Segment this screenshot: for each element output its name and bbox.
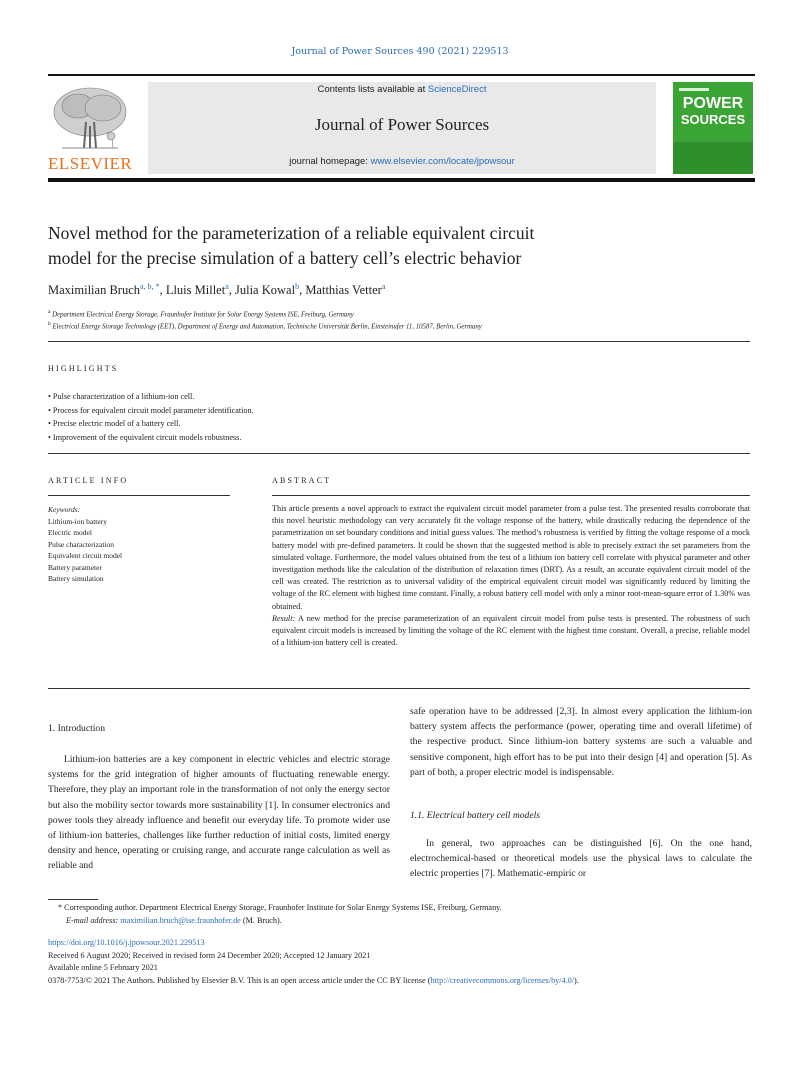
highlight-item: • Pulse characterization of a lithium-ion cell. — [48, 392, 195, 401]
highlight-item: • Improvement of the equivalent circuit models robustness. — [48, 432, 242, 442]
license-prefix: 0378-7753/© 2021 The Authors. Published by Elsevier B.V. This is an open access article under the CC BY license ( — [48, 975, 431, 985]
body-column-left — [48, 752, 390, 874]
license-line — [48, 975, 768, 988]
license-link[interactable]: http://creativecommons.org/licenses/by/4.0/ — [430, 975, 575, 985]
header-bottom-rule — [48, 178, 755, 182]
keywords-label: Keywords: — [48, 505, 81, 514]
paragraph: In general, two approaches can be distinguished [6]. On the one hand, electrochemical-based or theoretical models use the physical laws to calculate the electric properties [7]. Mathematic-empiric or — [410, 838, 752, 880]
abstract-result — [272, 613, 750, 650]
email-link[interactable]: maximilian.bruch@ise.fraunhofer.de — [120, 915, 241, 925]
affiliation — [48, 309, 748, 318]
author-affiliation-mark[interactable]: a, b, * — [140, 282, 160, 291]
highlight-item: • Process for equivalent circuit model parameter identification. — [48, 405, 254, 415]
license-suffix: ). — [574, 975, 579, 985]
article-title — [48, 221, 728, 271]
abstract-heading: ABSTRACT — [272, 476, 332, 485]
available-online: Available online 5 February 2021 — [48, 963, 158, 972]
keyword: Pulse characterization — [48, 539, 115, 549]
email-suffix: (M. Bruch). — [240, 915, 282, 925]
article-info-heading: ARTICLE INFO — [48, 476, 129, 485]
highlights-heading: HIGHLIGHTS — [48, 364, 119, 373]
author-name[interactable]: Matthias Vetter — [305, 283, 382, 298]
result-text: A new method for the precise parameterization of an equivalent circuit model from pulse tests is presented. The robustness of such equivalent circuit models is increased by limiting the voltage of the RC element with the highest time constant. Overall, a precise, reliable model of a lithium-ion battery cell is created. — [272, 613, 750, 648]
footnote-line — [58, 902, 778, 915]
subsection-heading: 1.1. Electrical battery cell models — [410, 810, 541, 821]
body-column-right-cont — [410, 836, 752, 882]
footnote-rule — [48, 899, 98, 900]
footnote-mark: * — [58, 903, 63, 912]
cover-title-line1: POWER — [682, 95, 744, 112]
affiliation-text: Electrical Energy Storage Technology (EET), Department of Energy and Automation, Technische Universität Berlin, Einsteinufer 11, 10587, Berlin, Germany — [52, 323, 482, 331]
elsevier-wordmark: ELSEVIER — [48, 154, 133, 173]
article-footer — [48, 937, 768, 987]
highlight-item: • Precise electric model of a battery cell. — [48, 419, 181, 428]
sciencedirect-link[interactable]: ScienceDirect — [427, 84, 487, 95]
affiliation-mark: a — [48, 309, 51, 315]
journal-homepage — [148, 156, 656, 167]
paragraph: safe operation have to be addressed [2,3]. In almost every application the lithium-ion battery system affects the performance (power, operating time and overall lifetime) of the respective product. Since lithium-ion battery systems are such a valuable and sensitive component, high effort has to be put into their design [4] and operation [5]. As part of both, a proper electric model is indispensable. — [410, 706, 752, 778]
section-heading: 1. Introduction — [48, 723, 106, 734]
highlights-list — [48, 390, 748, 444]
email-label: E-mail address: — [66, 915, 121, 925]
affiliation — [48, 321, 748, 330]
divider — [272, 495, 750, 496]
divider — [48, 495, 230, 496]
author-list: Maximilian Bruch$^{a, b, *}$, Lluis Millet$^a$, Julia Kowal$^b$, Matthias Vetter$^a$ — [48, 282, 386, 298]
keyword: Battery parameter — [48, 562, 102, 572]
article-title-line2: model for the precise simulation of a battery cell’s electric behavior — [48, 248, 522, 268]
contents-line — [148, 84, 656, 95]
article-title-line1: Novel method for the parameterization of a reliable equivalent circuit — [48, 223, 535, 243]
affiliation-text: Department Electrical Energy Storage, Fraunhofer Institute for Solar Energy Systems ISE, Freiburg, Germany — [52, 311, 354, 319]
paragraph: Lithium-ion batteries are a key component in electric vehicles and electric storage systems for the grid integration of higher amounts of fluctuating renewable energy. Therefore, they play an important role in the transformation of not only the energy sector but also the mobility sector towards more sustainability [1]. In consumer electronics and power tools they already influence and benefit our everyday life. To promote wider use of lithium-ion batteries, challenges like further reduction of initial costs, limited energy density and hence, operating or cruising range, and accurate range calculation as well as reliable and — [48, 754, 390, 872]
received-dates: Received 6 August 2020; Received in revised form 24 December 2020; Accepted 12 January 2021 — [48, 950, 371, 960]
author-affiliation-mark[interactable]: a — [225, 282, 229, 291]
keyword: Equivalent circuit model — [48, 551, 123, 560]
keyword: Lithium-ion battery — [48, 516, 107, 526]
affiliation-mark: b — [48, 321, 51, 327]
abstract-paragraph: This article presents a novel approach to extract the equivalent circuit model parameter from a pulse test. The presented results corroborate that this novel heuristic methodology can very accurately fit the voltage response of the battery, while drastically reducing the dependence of the parametrization on set boundary conditions and initial guess values. The method’s robustness is verified by fitting the voltage response of a mock battery model with pre-defined parameters. It could be shown that the suggested method is able to precisely extract the set parameters from the simulated voltage. Furthermore, the model values obtained from the test of a lithium ion battery cell correlate with physical parameter and other investigation methods like the calculation of the distribution of relaxation times (DRT). As a result, an accurate equivalent circuit model of the cell was created. The restriction as to universal validity of the empirical equivalent circuit model was significantly reduced by limiting the voltage of the RC element with highest time constant. Finally, a robust battery cell model with only a minor root-mean-square error of 1.30% was obtained. — [272, 504, 750, 611]
keywords-block — [48, 504, 248, 585]
author-name[interactable]: Lluis Millet — [165, 283, 226, 298]
journal-title: Journal of Power Sources — [314, 115, 490, 134]
author-affiliation-mark[interactable]: b — [295, 282, 300, 291]
author-affiliation-mark[interactable]: a — [381, 282, 386, 291]
homepage-prefix: journal homepage: — [289, 156, 371, 167]
divider — [48, 688, 750, 689]
footnote-text: Corresponding author. Department Electrical Energy Storage, Fraunhofer Institute for Solar Energy Systems ISE, Freiburg, Germany. — [62, 903, 502, 912]
contents-prefix: Contents lists available at — [317, 84, 428, 95]
journal-citation[interactable]: Journal of Power Sources 490 (2021) 229513 — [291, 46, 509, 57]
footnote-email-line — [58, 915, 778, 928]
keyword: Electric model — [48, 528, 92, 537]
divider — [48, 341, 750, 342]
result-label: Result: — [272, 613, 296, 623]
footnote — [48, 902, 778, 927]
homepage-link[interactable]: www.elsevier.com/locate/jpowsour — [370, 156, 515, 167]
author-name[interactable]: Julia Kowal — [235, 283, 296, 298]
abstract-body — [272, 503, 750, 649]
author-name[interactable]: Maximilian Bruch — [48, 283, 140, 298]
body-column-right — [410, 704, 752, 780]
cover-title — [676, 96, 750, 128]
doi-link[interactable]: https://doi.org/10.1016/j.jpowsour.2021.229513 — [48, 938, 205, 947]
cover-title-line2: SOURCES — [680, 112, 746, 127]
keyword: Battery simulation — [48, 574, 104, 583]
header-top-rule — [48, 74, 755, 76]
divider — [48, 453, 750, 454]
